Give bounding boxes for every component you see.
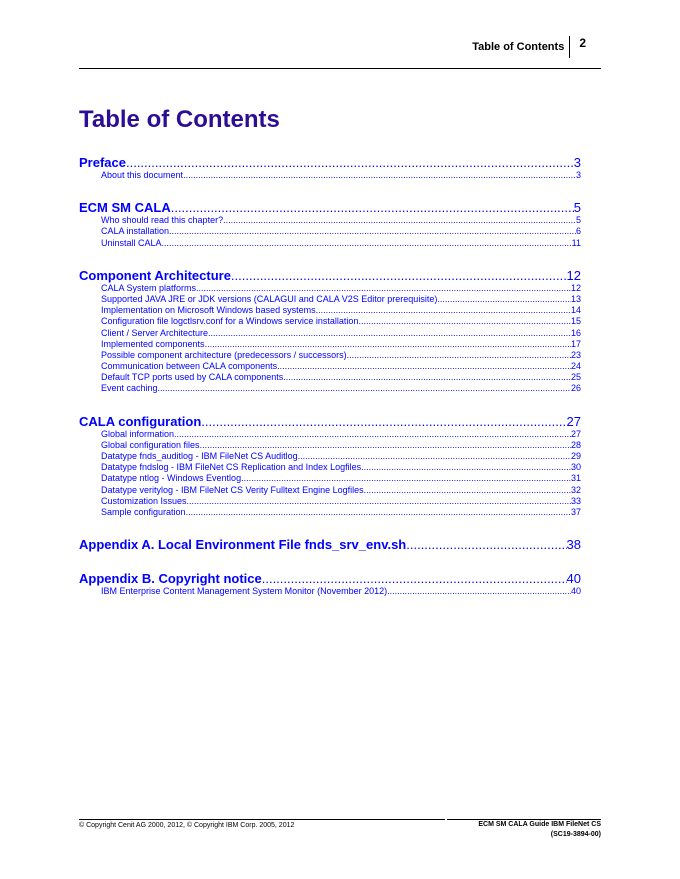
toc-section <box>79 155 581 181</box>
table-of-contents <box>79 155 581 597</box>
dot-leader <box>208 328 571 339</box>
dot-leader <box>437 294 571 305</box>
toc-entry-page: 13 <box>570 293 581 304</box>
toc-entry-label: Global configuration files <box>101 439 200 450</box>
toc-entry-page: 17 <box>570 338 581 349</box>
toc-subentry[interactable] <box>79 383 581 394</box>
page-header <box>472 36 586 58</box>
toc-entry-page: 37 <box>570 506 581 517</box>
toc-entry-label: Component Architecture <box>79 267 231 283</box>
toc-entry-page: 38 <box>566 537 581 553</box>
toc-subentry[interactable] <box>79 586 581 597</box>
section-gap <box>79 181 581 200</box>
toc-section <box>79 537 581 552</box>
toc-entry-page: 15 <box>570 316 581 327</box>
toc-entry-label: Event caching <box>101 383 158 394</box>
dot-leader <box>126 155 574 170</box>
toc-chapter-entry[interactable] <box>79 200 581 215</box>
toc-subentry[interactable] <box>79 429 581 440</box>
toc-entry-page: 5 <box>575 215 581 226</box>
toc-subentry[interactable] <box>79 440 581 451</box>
toc-subentry[interactable] <box>79 339 581 350</box>
header-rule <box>79 68 601 69</box>
toc-subentry[interactable] <box>79 215 581 226</box>
toc-subentry[interactable] <box>79 283 581 294</box>
dot-leader <box>283 372 571 383</box>
toc-subentry[interactable] <box>79 462 581 473</box>
toc-subentry[interactable] <box>79 226 581 237</box>
toc-entry-label: Implementation on Microsoft Windows based systems <box>101 305 316 316</box>
toc-entry-label: Who should read this chapter? <box>101 215 224 226</box>
toc-entry-page: 16 <box>570 327 581 338</box>
toc-entry-label: CALA installation <box>101 226 170 237</box>
toc-section <box>79 268 581 395</box>
toc-chapter-entry[interactable] <box>79 571 581 586</box>
toc-entry-label: Possible component architecture (predecessors / successors) <box>101 349 347 360</box>
dot-leader <box>364 485 571 496</box>
toc-entry-label: Customization Issues <box>101 495 187 506</box>
toc-entry-page: 27 <box>566 413 581 429</box>
dot-leader <box>347 350 571 361</box>
toc-entry-label: CALA configuration <box>79 413 202 429</box>
footer-rule-left <box>79 819 445 820</box>
dot-leader <box>361 462 571 473</box>
toc-entry-page: 14 <box>570 305 581 316</box>
toc-entry-label: Appendix A. Local Environment File fnds_srv_env.sh <box>79 537 407 553</box>
toc-entry-label: Configuration file logctlsrv.conf for a Windows service installation <box>101 316 359 327</box>
toc-entry-page: 3 <box>573 155 581 170</box>
footer-doc-title: ECM SM CALA Guide IBM FileNet CS <box>478 821 601 828</box>
toc-entry-page: 29 <box>570 451 581 461</box>
toc-entry-page: 32 <box>570 484 581 495</box>
footer-doc-info <box>478 820 601 840</box>
dot-leader <box>223 215 576 226</box>
toc-section <box>79 200 581 249</box>
toc-subentry[interactable] <box>79 361 581 372</box>
toc-entry-label: Supported JAVA JRE or JDK versions (CALAGUI and CALA V2S Editor prerequisite) <box>101 293 438 304</box>
section-gap <box>79 518 581 537</box>
toc-entry-label: Client / Server Architecture <box>101 327 209 338</box>
dot-leader <box>241 473 571 484</box>
section-gap <box>79 249 581 268</box>
dot-leader <box>205 339 571 350</box>
toc-entry-page: 5 <box>573 200 581 216</box>
dot-leader <box>171 200 574 215</box>
header-page-number: 2 <box>579 36 586 50</box>
dot-leader <box>316 305 571 316</box>
toc-entry-page: 40 <box>566 571 581 587</box>
toc-subentry[interactable] <box>79 372 581 383</box>
toc-entry-label: Datatype fndslog - IBM FileNet CS Replication and Index Logfiles <box>101 462 362 473</box>
toc-entry-page: 30 <box>570 462 581 473</box>
toc-subentry[interactable] <box>79 170 581 181</box>
toc-section <box>79 414 581 519</box>
dot-leader <box>183 170 576 181</box>
toc-entry-label: About this document <box>101 170 184 180</box>
dot-leader <box>174 429 571 440</box>
toc-entry-label: IBM Enterprise Content Management System Monitor (November 2012) <box>101 586 388 597</box>
toc-entry-page: 25 <box>570 372 581 383</box>
toc-entry-label: Appendix B. Copyright notice <box>79 571 262 587</box>
toc-entry-page: 12 <box>570 282 581 293</box>
toc-entry-page: 31 <box>570 473 581 484</box>
toc-subentry[interactable] <box>79 485 581 496</box>
toc-title: Table of Contents <box>79 106 280 133</box>
toc-chapter-entry[interactable] <box>79 268 581 283</box>
dot-leader <box>201 414 566 429</box>
toc-subentry[interactable] <box>79 507 581 518</box>
toc-entry-page: 26 <box>570 383 581 394</box>
dot-leader <box>196 283 571 294</box>
header-title: Table of Contents <box>472 41 565 53</box>
dot-leader <box>200 440 571 451</box>
toc-subentry[interactable] <box>79 305 581 316</box>
toc-entry-label: Datatype veritylog - IBM FileNet CS Verity Fulltext Engine Logfiles <box>101 484 364 495</box>
toc-chapter-entry[interactable] <box>79 414 581 429</box>
toc-entry-page: 6 <box>575 226 581 237</box>
toc-entry-label: Sample configuration <box>101 506 186 517</box>
toc-subentry[interactable] <box>79 238 581 249</box>
dot-leader <box>262 571 567 586</box>
toc-entry-page: 3 <box>575 170 581 180</box>
toc-subentry[interactable] <box>79 496 581 507</box>
dot-leader <box>162 238 572 249</box>
toc-entry-page: 12 <box>566 267 581 283</box>
dot-leader <box>387 586 571 597</box>
dot-leader <box>187 496 571 507</box>
toc-subentry[interactable] <box>79 350 581 361</box>
toc-subentry[interactable] <box>79 473 581 484</box>
toc-section <box>79 571 581 597</box>
toc-subentry[interactable] <box>79 294 581 305</box>
dot-leader <box>277 361 571 372</box>
dot-leader <box>158 383 571 394</box>
toc-entry-label: Implemented components <box>101 338 205 349</box>
toc-entry-page: 24 <box>570 361 581 372</box>
footer-copyright: © Copyright Cenit AG 2000, 2012, © Copyright IBM Corp. 2005, 2012 <box>79 822 295 829</box>
toc-entry-page: 23 <box>570 349 581 360</box>
toc-subentry[interactable] <box>79 316 581 327</box>
toc-entry-label: Global information <box>101 428 175 439</box>
toc-subentry[interactable] <box>79 451 581 462</box>
toc-entry-label: CALA System platforms <box>101 282 197 293</box>
toc-subentry[interactable] <box>79 328 581 339</box>
toc-entry-page: 33 <box>570 495 581 506</box>
toc-entry-label: Default TCP ports used by CALA components <box>101 372 284 383</box>
dot-leader <box>406 537 566 552</box>
toc-entry-page: 27 <box>570 428 581 439</box>
section-gap <box>79 552 581 571</box>
section-gap <box>79 395 581 414</box>
dot-leader <box>298 451 571 462</box>
dot-leader <box>169 226 576 237</box>
toc-entry-page: 11 <box>571 237 581 248</box>
toc-entry-label: Uninstall CALA <box>101 237 162 248</box>
toc-chapter-entry[interactable] <box>79 155 581 170</box>
toc-chapter-entry[interactable] <box>79 537 581 552</box>
toc-entry-page: 40 <box>570 586 581 597</box>
dot-leader <box>358 316 571 327</box>
footer-doc-number: (SC19-3894-00) <box>550 831 601 838</box>
toc-entry-label: Communication between CALA components <box>101 361 278 372</box>
dot-leader <box>186 507 571 518</box>
toc-entry-label: Datatype ntlog - Windows Eventlog <box>101 473 242 484</box>
toc-entry-label: Datatype fnds_auditlog - IBM FileNet CS Auditlog <box>101 451 298 461</box>
dot-leader <box>231 268 567 283</box>
toc-entry-page: 28 <box>570 439 581 450</box>
toc-entry-label: Preface <box>79 155 126 170</box>
toc-entry-label: ECM SM CALA <box>79 200 171 216</box>
